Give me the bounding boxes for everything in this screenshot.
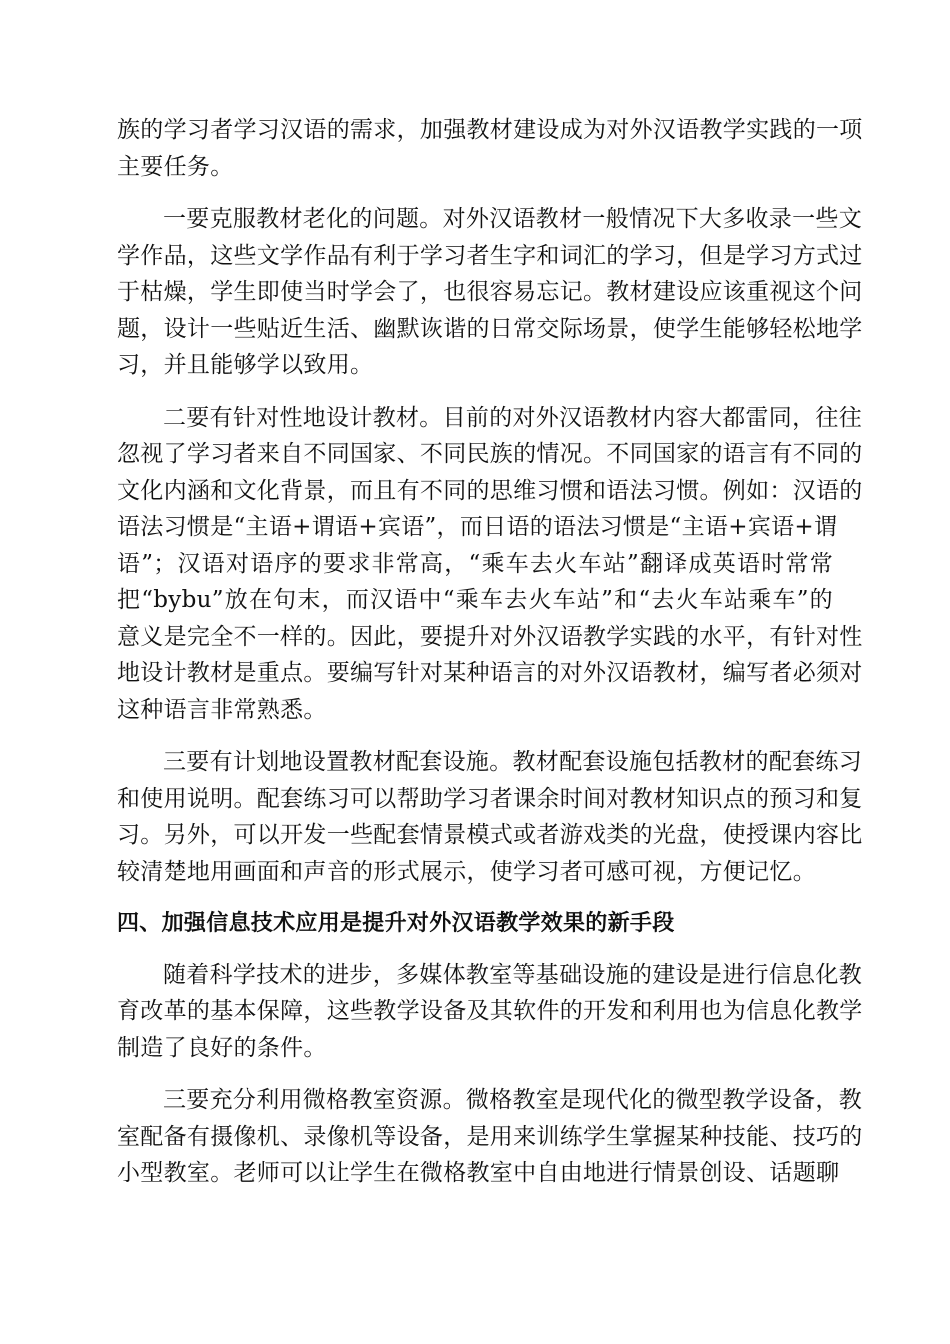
- text-line: 三要充分利用微格教室资源。微格教室是现代化的微型教学设备，教: [163, 1087, 862, 1113]
- text-line: 制造了良好的条件。: [117, 1034, 327, 1061]
- text-line: 小型教室。老师可以让学生在微格教室中自由地进行情景创设、话题聊: [117, 1160, 840, 1186]
- text-line: 二要有针对性地设计教材。目前的对外汉语教材内容大都雷同，往往: [163, 404, 862, 431]
- text-line: 学作品，这些文学作品有利于学习者生字和词汇的学习，但是学习方式过: [117, 242, 863, 269]
- text-line: 题，设计一些贴近生活、幽默诙谐的日常交际场景，使学生能够轻松地学: [117, 315, 863, 342]
- paragraph-microteaching: [117, 1082, 863, 1192]
- text-line: 意义是完全不一样的。因此，要提升对外汉语教学实践的水平，有针对性: [117, 623, 863, 650]
- section-heading: 四、加强信息技术应用是提升对外汉语教学效果的新手段: [117, 911, 675, 936]
- text-line: 文化内涵和文化背景，而且有不同的思维习惯和语法习惯。例如：汉语的: [117, 477, 863, 504]
- paragraph-textbook-aging: [117, 201, 863, 384]
- text-line: 育改革的基本保障，这些教学设备及其软件的开发和利用也为信息化教学: [117, 998, 863, 1024]
- text-line: 语”；汉语对语序的要求非常高，“乘车去火车站”翻译成英语时常常: [117, 550, 833, 577]
- text-line: 主要任务。: [117, 153, 234, 180]
- paragraph-targeted-design: [117, 400, 863, 729]
- text-line: 族的学习者学习汉语的需求，加强教材建设成为对外汉语教学实践的一项: [117, 117, 863, 143]
- text-line: 语法习惯是“主语+谓语+宾语”，而日语的语法习惯是“主语+宾语+谓: [117, 514, 838, 540]
- text-line: 随着科学技术的进步，多媒体教室等基础设施的建设是进行信息化教: [163, 961, 862, 988]
- text-line: 三要有计划地设置教材配套设施。教材配套设施包括教材的配套练习: [163, 749, 862, 775]
- text-line: 和使用说明。配套练习可以帮助学习者课余时间对教材知识点的预习和复: [117, 785, 863, 812]
- paragraph-technology-progress: [117, 957, 863, 1067]
- text-line: 习。另外，可以开发一些配套情景模式或者游戏类的光盘，使授课内容比: [117, 822, 863, 848]
- text-line: 室配备有摄像机、录像机等设备，是用来训练学生掌握某种技能、技巧的: [117, 1123, 863, 1150]
- paragraph-intro-continuation: [117, 112, 863, 185]
- text-line: 地设计教材是重点。要编写针对某种语言的对外汉语教材，编写者必须对: [117, 660, 863, 686]
- text-line: 较清楚地用画面和声音的形式展示，使学习者可感可视，方便记忆。: [117, 858, 816, 885]
- text-line: 习，并且能够学以致用。: [117, 352, 374, 378]
- document-page: [117, 112, 863, 1208]
- text-line: 这种语言非常熟悉。: [117, 696, 327, 723]
- paragraph-supporting-facilities: [117, 744, 863, 890]
- text-line: 把“bybu”放在句末，而汉语中“乘车去火车站”和“去火车站乘车”的: [117, 587, 833, 613]
- text-line: 于枯燥，学生即使当时学会了，也很容易忘记。教材建设应该重视这个问: [117, 279, 863, 305]
- text-line: 一要克服教材老化的问题。对外汉语教材一般情况下大多收录一些文: [163, 206, 862, 232]
- text-line: 忽视了学习者来自不同国家、不同民族的情况。不同国家的语言有不同的: [117, 441, 863, 467]
